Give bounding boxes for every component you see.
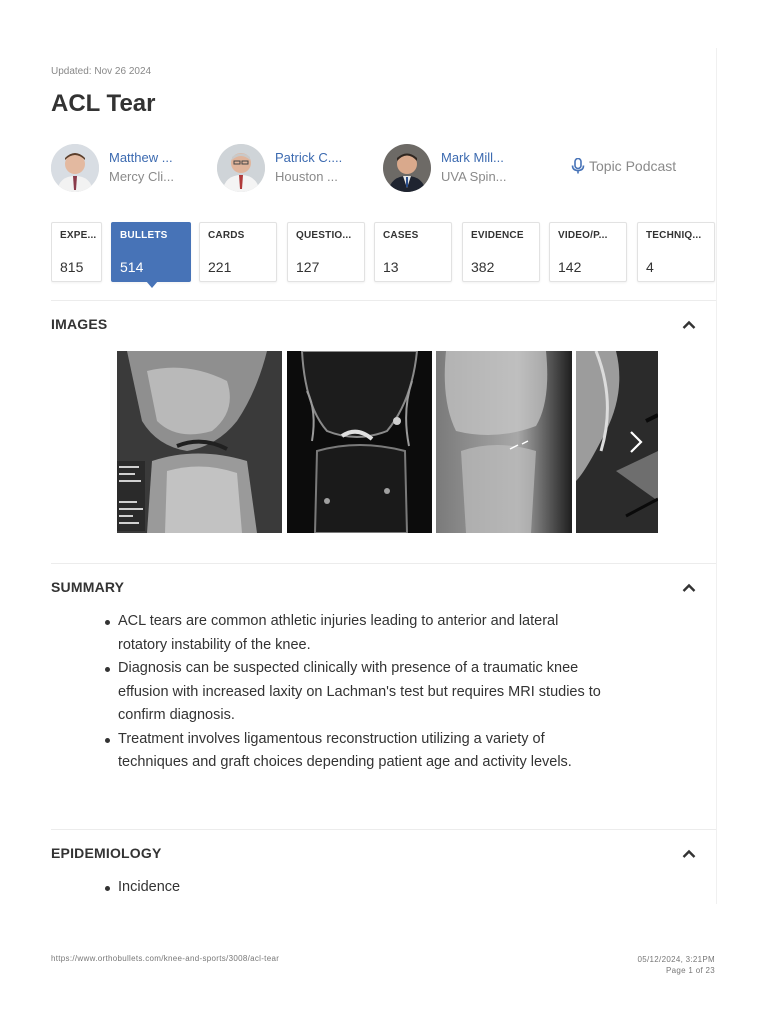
footer-datetime: 05/12/2024, 3:21PM bbox=[637, 955, 715, 964]
author-name[interactable]: Matthew ... bbox=[109, 150, 173, 165]
topic-podcast-link[interactable] bbox=[571, 158, 676, 174]
tab-label: VIDEO/P... bbox=[558, 230, 608, 241]
author-name[interactable]: Patrick C.... bbox=[275, 150, 343, 165]
tab-techniques[interactable] bbox=[637, 222, 715, 282]
tab-cases[interactable] bbox=[374, 222, 452, 282]
list-item: ACL tears are common athletic injuries leading to anterior and lateral rotatory instability of the knee. bbox=[118, 610, 608, 657]
tab-label: QUESTIO... bbox=[296, 230, 352, 241]
image-gallery bbox=[117, 351, 658, 533]
section-divider bbox=[51, 829, 716, 830]
tab-count: 4 bbox=[646, 259, 654, 275]
chevron-up-icon[interactable] bbox=[681, 580, 697, 596]
epidemiology-bullets bbox=[118, 876, 608, 900]
list-item: Diagnosis can be suspected clinically with presence of a traumatic knee effusion with increased laxity on Lachman's test but requires MRI studies to confirm diagnosis. bbox=[118, 657, 608, 728]
tab-label: BULLETS bbox=[120, 230, 168, 241]
content-tabs bbox=[51, 222, 716, 292]
summary-section-title[interactable]: SUMMARY bbox=[51, 579, 125, 595]
gallery-image[interactable] bbox=[117, 351, 282, 533]
tab-questions[interactable] bbox=[287, 222, 365, 282]
tab-count: 382 bbox=[471, 259, 495, 275]
tab-label: CASES bbox=[383, 230, 419, 241]
tab-label: EXPE... bbox=[60, 230, 97, 241]
gallery-image[interactable] bbox=[436, 351, 572, 533]
tab-label: TECHNIQ... bbox=[646, 230, 702, 241]
gallery-image[interactable] bbox=[287, 351, 432, 533]
tab-count: 127 bbox=[296, 259, 320, 275]
author-list bbox=[51, 144, 716, 192]
footer-page-number: Page 1 of 23 bbox=[666, 966, 715, 975]
list-item: Incidence bbox=[118, 876, 608, 900]
tab-count: 221 bbox=[208, 259, 232, 275]
chevron-up-icon[interactable] bbox=[681, 846, 697, 862]
updated-date: Updated: Nov 26 2024 bbox=[51, 66, 152, 77]
summary-bullets bbox=[118, 610, 608, 775]
avatar[interactable] bbox=[51, 144, 99, 192]
tab-label: EVIDENCE bbox=[471, 230, 524, 241]
podcast-label: Topic Podcast bbox=[589, 158, 677, 174]
author-org: UVA Spin... bbox=[441, 169, 507, 184]
section-divider bbox=[51, 563, 716, 564]
author-name[interactable]: Mark Mill... bbox=[441, 150, 504, 165]
author-card[interactable] bbox=[51, 144, 201, 192]
epidemiology-section-title[interactable]: EPIDEMIOLOGY bbox=[51, 845, 162, 861]
tab-expert[interactable] bbox=[51, 222, 102, 282]
tab-evidence[interactable] bbox=[462, 222, 540, 282]
tab-video-podcast[interactable] bbox=[549, 222, 627, 282]
tab-count: 815 bbox=[60, 259, 84, 275]
list-item: Treatment involves ligamentous reconstruction utilizing a variety of techniques and graft choices depending patient age and activity levels. bbox=[118, 728, 608, 775]
footer-url: https://www.orthobullets.com/knee-and-sports/3008/acl-tear bbox=[51, 954, 280, 963]
microphone-icon bbox=[571, 158, 585, 174]
chevron-right-icon[interactable] bbox=[625, 428, 647, 456]
footer-meta bbox=[638, 954, 715, 976]
tab-count: 13 bbox=[383, 259, 399, 275]
images-section-title[interactable]: IMAGES bbox=[51, 316, 108, 332]
author-card[interactable] bbox=[383, 144, 533, 192]
avatar[interactable] bbox=[217, 144, 265, 192]
topic-content bbox=[51, 48, 717, 904]
section-divider bbox=[51, 300, 716, 301]
chevron-up-icon[interactable] bbox=[681, 317, 697, 333]
avatar[interactable] bbox=[383, 144, 431, 192]
tab-cards[interactable] bbox=[199, 222, 277, 282]
page-title: ACL Tear bbox=[51, 90, 156, 117]
tab-count: 142 bbox=[558, 259, 582, 275]
author-org: Mercy Cli... bbox=[109, 169, 174, 184]
author-card[interactable] bbox=[217, 144, 367, 192]
tab-count: 514 bbox=[120, 259, 144, 275]
tab-bullets[interactable] bbox=[111, 222, 191, 282]
tab-label: CARDS bbox=[208, 230, 245, 241]
author-org: Houston ... bbox=[275, 169, 338, 184]
